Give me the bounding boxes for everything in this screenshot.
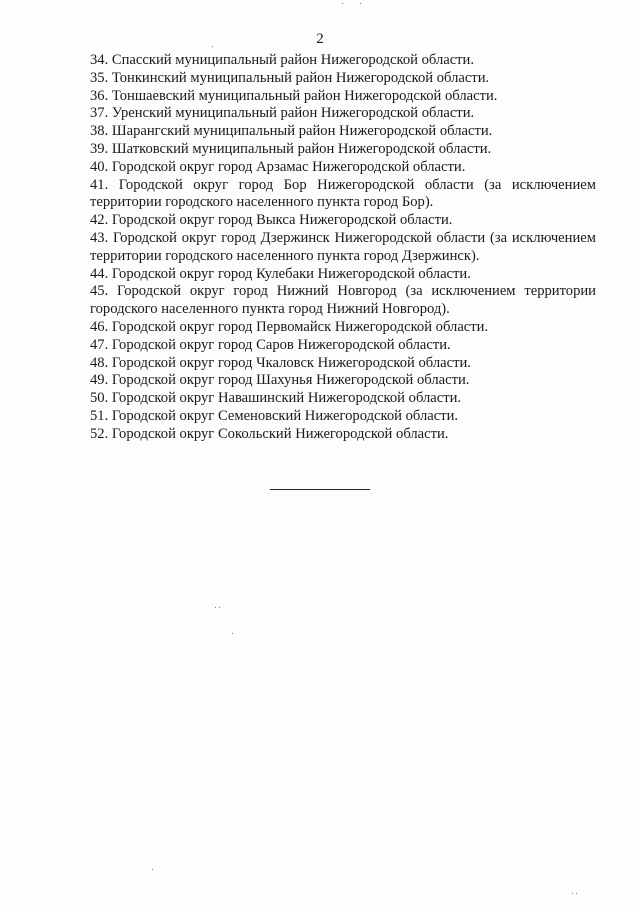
scan-speck [219,607,220,608]
end-of-document-rule [270,489,370,490]
scan-speck [215,607,216,608]
scan-speck [576,893,577,894]
list-item: 41. Городской округ город Бор Нижегородской области (за исключением территории городского населенного пункта город Бор). [90,176,596,211]
scan-speck [342,3,343,4]
list-item: 40. Городской округ город Арзамас Нижегородской области. [90,158,466,175]
list-item: 39. Шатковский муниципальный район Нижегородской области. [90,140,492,157]
list-item: 36. Тоншаевский муниципальный район Нижегородской области. [90,87,498,104]
list-item: 35. Тонкинский муниципальный район Нижегородской области. [90,69,490,86]
scan-speck [152,869,153,870]
list-item: 51. Городской округ Семеновский Нижегородской области. [90,407,459,424]
scan-speck [572,893,573,894]
list-item: 48. Городской округ город Чкаловск Нижегородской области. [90,354,471,371]
list-item: 45. Городской округ город Нижний Новгород (за исключением территории городского населенного пункта город Нижний Новгород). [90,283,596,318]
list-item: 50. Городской округ Навашинский Нижегородской области. [90,390,462,407]
scan-speck [232,633,233,634]
scan-speck [360,3,361,4]
scan-speck [212,46,213,47]
page-number: 2 [316,31,324,47]
list-item: 52. Городской округ Сокольский Нижегородской области. [90,425,449,442]
list-item: 34. Спасский муниципальный район Нижегородской области. [90,52,475,68]
list-item: 42. Городской округ город Выкса Нижегородской области. [90,212,453,229]
municipality-list [90,52,596,444]
list-item: 47. Городской округ город Саров Нижегородской области. [90,336,451,353]
list-item: 37. Уренский муниципальный район Нижегородской области. [90,105,475,122]
list-item: 38. Шарангский муниципальный район Нижегородской области. [90,123,493,140]
list-item: 44. Городской округ город Кулебаки Нижегородской области. [90,265,471,282]
list-item: 43. Городской округ город Дзержинск Нижегородской области (за исключением территории городского населенного пункта город Дзержинск). [90,229,596,264]
list-item: 49. Городской округ город Шахунья Нижегородской области. [90,372,470,389]
list-item: 46. Городской округ город Первомайск Нижегородской области. [90,318,489,335]
